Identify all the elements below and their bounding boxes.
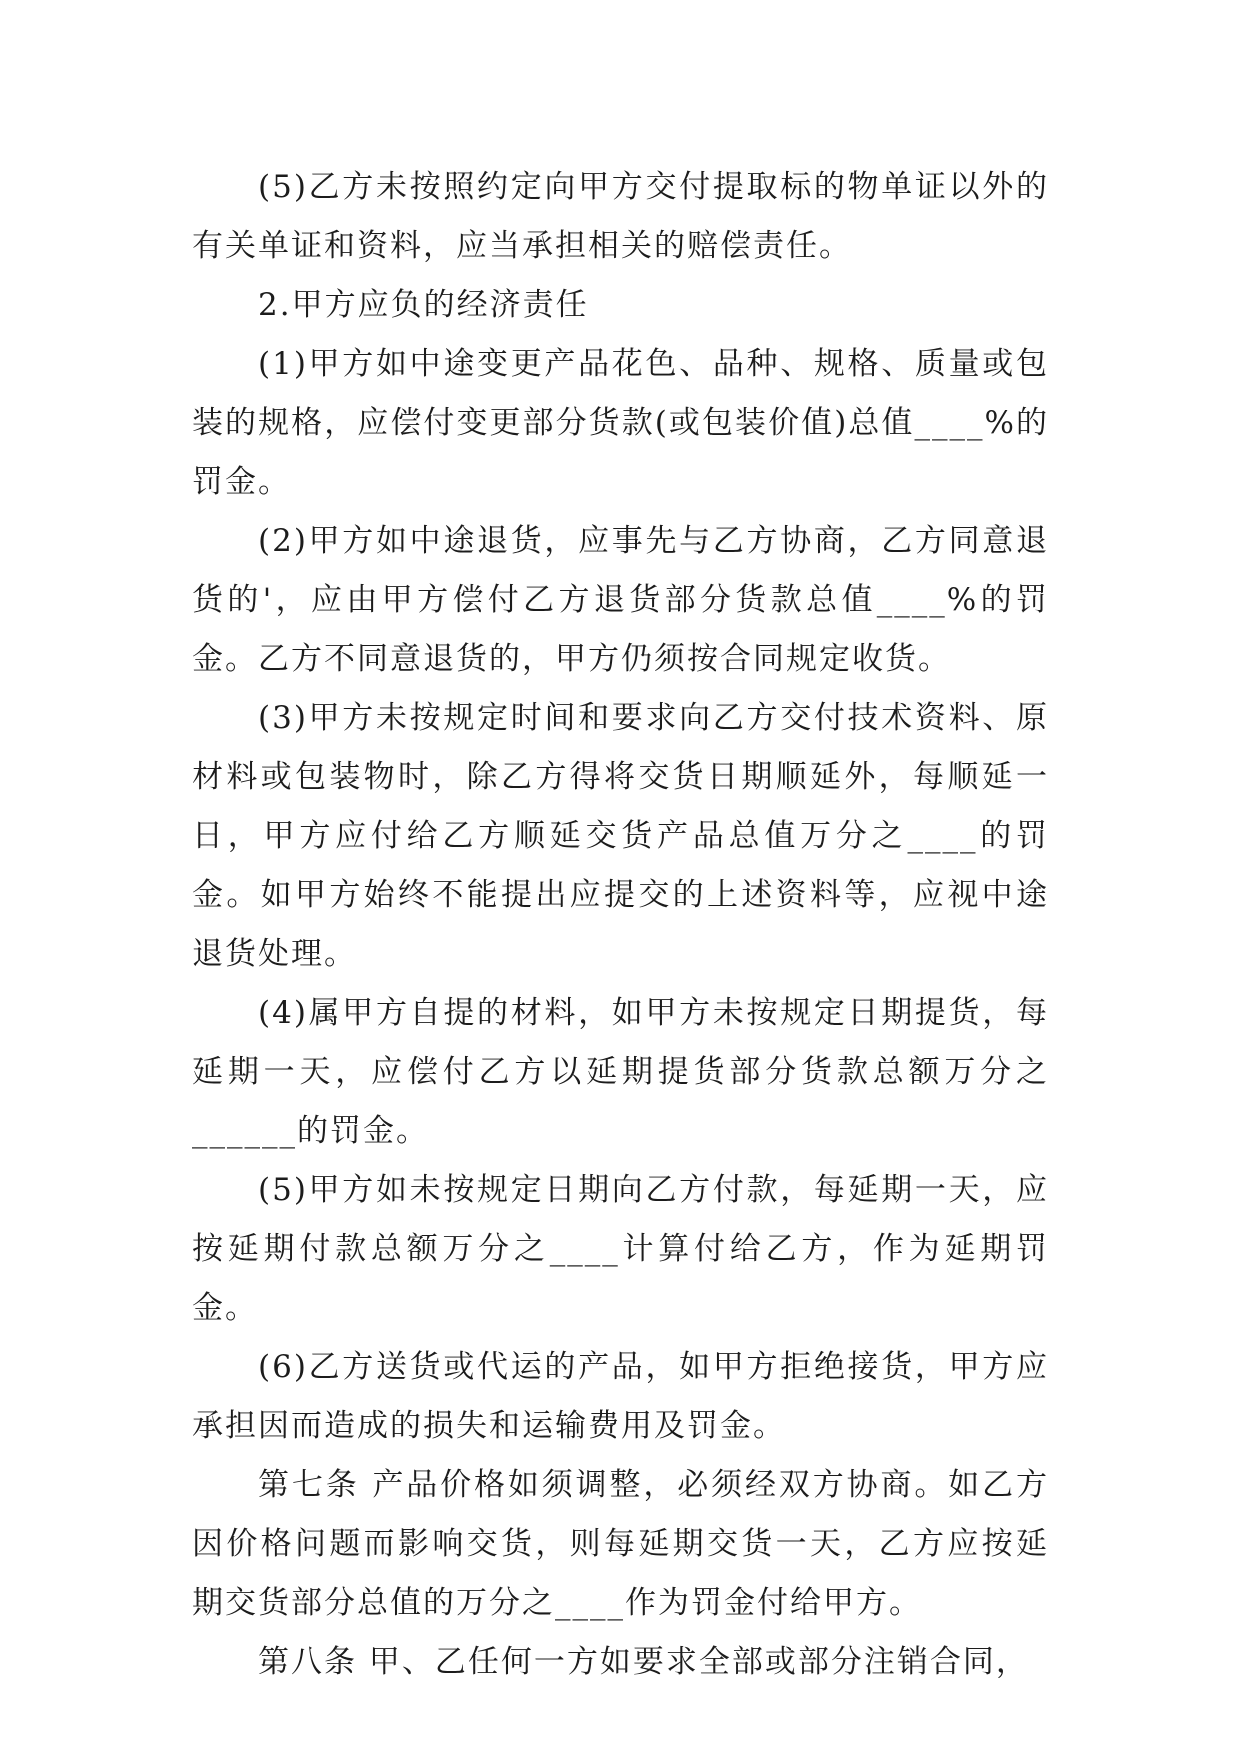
clause-4-late-pickup: (4)属甲方自提的材料，如甲方未按规定日期提货，每延期一天，应偿付乙方以延期提货部分货款总额万分之______的罚金。 bbox=[192, 995, 1049, 1149]
clause-2-return-goods: (2)甲方如中途退货，应事先与乙方协商，乙方同意退货的'，应由甲方偿付乙方退货部分货款总值____%的罚金。乙方不同意退货的，甲方仍须按合同规定收货。 bbox=[192, 523, 1049, 677]
clause-1-change-spec: (1)甲方如中途变更产品花色、品种、规格、质量或包装的规格，应偿付变更部分货款(或包装价值)总值____%的罚金。 bbox=[192, 346, 1049, 500]
clause-5-late-payment: (5)甲方如未按规定日期向乙方付款，每延期一天，应按延期付款总额万分之____计算付给乙方，作为延期罚金。 bbox=[192, 1172, 1049, 1326]
clause-5-seller-documents: (5)乙方未按照约定向甲方交付提取标的物单证以外的有关单证和资料，应当承担相关的赔偿责任。 bbox=[192, 169, 1049, 264]
section-heading-buyer-liability: 2.甲方应负的经济责任 bbox=[258, 287, 589, 323]
clause-6-refuse-delivery: (6)乙方送货或代运的产品，如甲方拒绝接货，甲方应承担因而造成的损失和运输费用及罚金。 bbox=[192, 1349, 1049, 1444]
article-7-price-adjustment: 第七条 产品价格如须调整，必须经双方协商。如乙方因价格问题而影响交货，则每延期交货一天，乙方应按延期交货部分总值的万分之____作为罚金付给甲方。 bbox=[192, 1467, 1049, 1621]
document-page bbox=[192, 158, 1049, 1692]
article-8-cancellation: 第八条 甲、乙任何一方如要求全部或部分注销合同， bbox=[258, 1644, 1029, 1680]
clause-3-late-materials: (3)甲方未按规定时间和要求向乙方交付技术资料、原材料或包装物时，除乙方得将交货日期顺延外，每顺延一日，甲方应付给乙方顺延交货产品总值万分之____的罚金。如甲方始终不能提出应提交的上述资料等，应视中途退货处理。 bbox=[192, 700, 1049, 972]
